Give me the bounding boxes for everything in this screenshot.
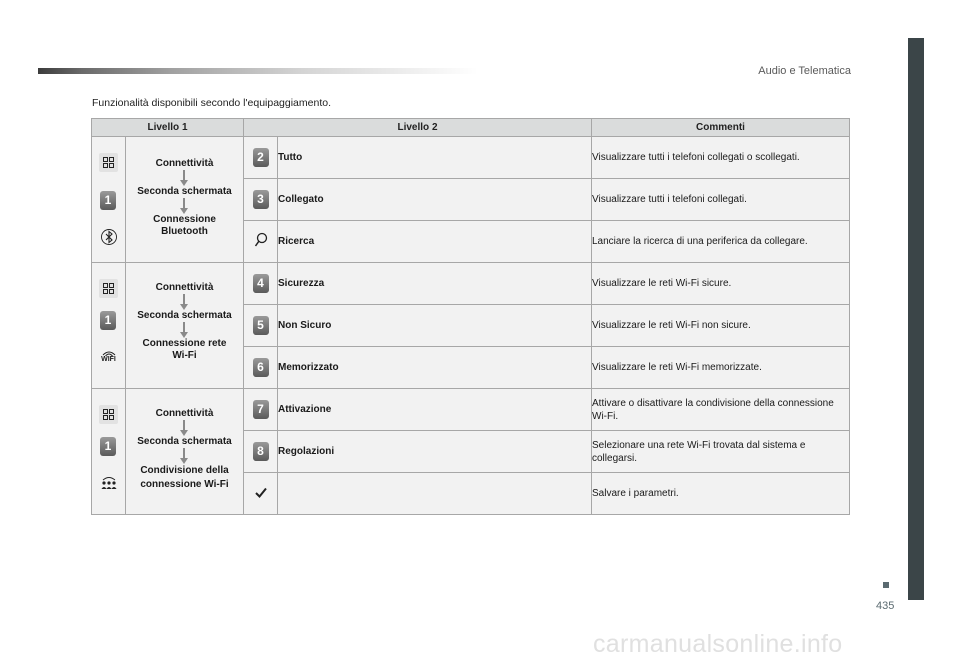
intro-text: Funzionalità disponibili secondo l'equipaggiamento. <box>92 97 331 109</box>
side-tab <box>908 38 924 600</box>
level2-label: Ricerca <box>278 221 592 263</box>
level1-icon-cell <box>92 137 126 263</box>
header-level-1: Livello 1 <box>92 119 244 137</box>
table-row <box>92 263 850 305</box>
table-row <box>92 389 850 431</box>
down-arrow-icon <box>126 170 243 186</box>
flow-step: Seconda schermata <box>137 436 232 447</box>
page-number: 435 <box>876 600 895 612</box>
flow-step: Connettività <box>155 158 214 169</box>
table-header-row <box>92 119 850 137</box>
level1-flow-cell <box>126 137 244 263</box>
flow-step: Connettività <box>155 282 214 293</box>
comment: Salvare i parametri. <box>592 473 850 515</box>
step-badge: 2 <box>253 148 269 167</box>
comment: Visualizzare tutti i telefoni collegati. <box>592 179 850 221</box>
bluetooth-icon <box>99 227 118 246</box>
share-users-icon <box>99 473 118 492</box>
section-title: Audio e Telematica <box>758 65 851 77</box>
down-arrow-icon <box>126 448 243 464</box>
step-badge: 3 <box>253 190 269 209</box>
level1-flow-cell <box>126 389 244 515</box>
comment: Attivare o disattivare la condivisione della connessione Wi-Fi. <box>592 389 850 431</box>
comment: Visualizzare le reti Wi-Fi sicure. <box>592 263 850 305</box>
wifi-icon: WIFI <box>99 347 118 366</box>
level-badge: 1 <box>100 437 116 456</box>
level2-label: Sicurezza <box>278 263 592 305</box>
down-arrow-icon <box>126 294 243 310</box>
level2-label: Non Sicuro <box>278 305 592 347</box>
step-badge-cell <box>244 347 278 389</box>
header-gradient-bar <box>38 68 478 74</box>
flow-step: Connessione rete Wi-Fi <box>142 338 227 361</box>
header-level-2: Livello 2 <box>244 119 592 137</box>
step-badge: 8 <box>253 442 269 461</box>
level2-label: Regolazioni <box>278 431 592 473</box>
step-badge-cell <box>244 263 278 305</box>
step-badge-cell <box>244 389 278 431</box>
step-badge-cell <box>244 179 278 221</box>
comment: Visualizzare tutti i telefoni collegati o scollegati. <box>592 137 850 179</box>
down-arrow-icon <box>126 322 243 338</box>
level1-flow-cell <box>126 263 244 389</box>
comment: Selezionare una rete Wi-Fi trovata dal sistema e collegarsi. <box>592 431 850 473</box>
level-badge: 1 <box>100 191 116 210</box>
watermark: carmanualsonline.info <box>593 630 843 658</box>
down-arrow-icon <box>126 198 243 214</box>
flow-step: Seconda schermata <box>137 310 232 321</box>
level2-label: Memorizzato <box>278 347 592 389</box>
level2-label: Collegato <box>278 179 592 221</box>
flow-step: Condivisione della connessione Wi-Fi <box>140 465 229 490</box>
page-marker <box>883 582 889 588</box>
level1-icon-cell <box>92 389 126 515</box>
flow-step: Seconda schermata <box>137 186 232 197</box>
step-badge-cell <box>244 305 278 347</box>
grid-menu-icon <box>99 405 118 424</box>
header-comments: Commenti <box>592 119 850 137</box>
grid-menu-icon <box>99 153 118 172</box>
comment: Visualizzare le reti Wi-Fi non sicure. <box>592 305 850 347</box>
grid-menu-icon <box>99 279 118 298</box>
feature-table <box>91 118 850 515</box>
comment: Lanciare la ricerca di una periferica da collegare. <box>592 221 850 263</box>
step-badge: 7 <box>253 400 269 419</box>
step-badge: 4 <box>253 274 269 293</box>
flow-step: Connessione Bluetooth <box>153 214 216 237</box>
flow-step: Connettività <box>155 408 214 419</box>
level2-label: Tutto <box>278 137 592 179</box>
checkmark-icon <box>244 473 278 515</box>
level2-label <box>278 473 592 515</box>
level1-icon-cell <box>92 263 126 389</box>
level2-label: Attivazione <box>278 389 592 431</box>
step-badge-cell <box>244 137 278 179</box>
table-row <box>92 137 850 179</box>
step-badge: 6 <box>253 358 269 377</box>
down-arrow-icon <box>126 420 243 436</box>
step-badge-cell <box>244 431 278 473</box>
comment: Visualizzare le reti Wi-Fi memorizzate. <box>592 347 850 389</box>
search-icon <box>244 221 278 263</box>
level-badge: 1 <box>100 311 116 330</box>
step-badge: 5 <box>253 316 269 335</box>
